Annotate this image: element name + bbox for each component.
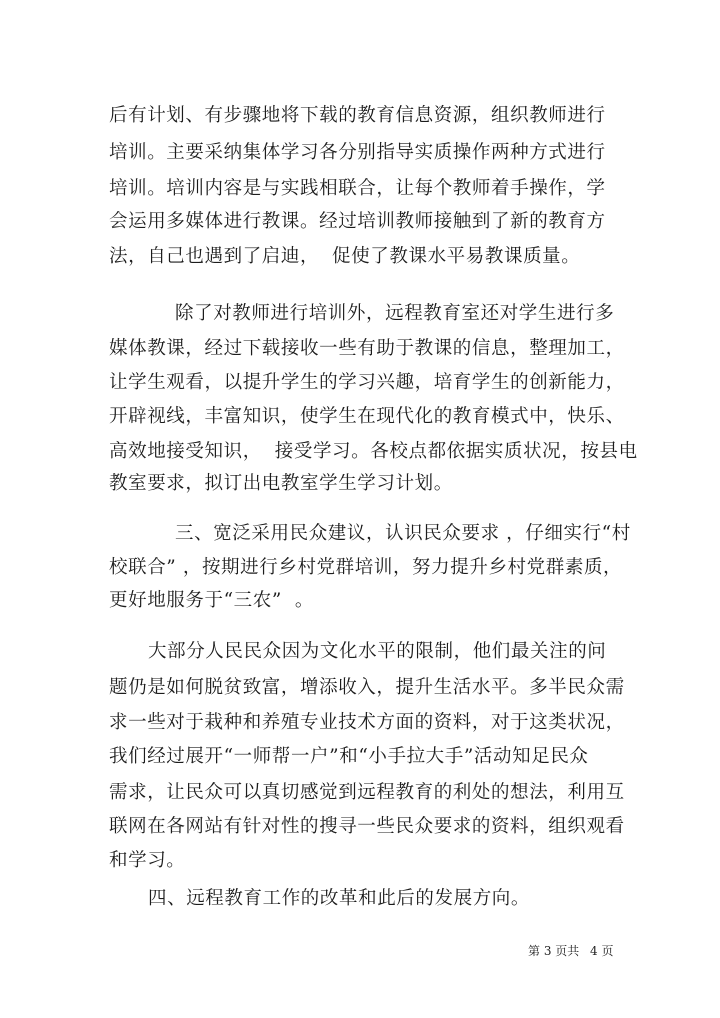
paragraph-4-line-5: 需求，让民众可以真切感觉到远程教育的利处的想法，利用互 bbox=[109, 782, 625, 803]
paragraph-1-line-2: 培训。主要采纳集体学习各分别指导实质操作两种方式进行 bbox=[109, 142, 606, 163]
paragraph-4-line-1: 大部分人民民众因为文化水平的限制，他们最关注的问 bbox=[148, 641, 607, 662]
paragraph-3-line-2: 校联合” ，按期进行乡村党群培训，努力提升乡村党群素质， bbox=[109, 557, 623, 578]
paragraph-5-line-1: 四、远程教育工作的改革和此后的发展方向。 bbox=[148, 888, 531, 909]
page-number-current: 第 3 页共 bbox=[528, 944, 580, 958]
paragraph-3-line-1: 三、宽泛采用民众建议，认识民众要求 ，仔细实行“村 bbox=[175, 523, 631, 544]
paragraph-2-line-5: 高效地接受知识， 接受学习。各校点都依据实质状况，按县电 bbox=[109, 441, 638, 462]
paragraph-2-line-3: 让学生观看，以提升学生的学习兴趣，培育学生的创新能力， bbox=[109, 372, 625, 393]
paragraph-4-line-3: 求一些对于栽种和养殖专业技术方面的资料，对于这类状况， bbox=[109, 712, 625, 733]
paragraph-3-line-3: 更好地服务于“三农” 。 bbox=[109, 590, 314, 611]
paragraph-4-line-7: 和学习。 bbox=[109, 850, 186, 871]
paragraph-1-line-5: 法，自己也遇到了启迪， 促使了教课水平易教课质量。 bbox=[109, 246, 581, 267]
paragraph-1-line-4: 会运用多媒体进行教课。经过培训教师接触到了新的教育方 bbox=[109, 211, 606, 232]
paragraph-2-line-4: 开辟视线，丰富知识，使学生在现代化的教育模式中，快乐、 bbox=[109, 406, 625, 427]
paragraph-1-line-3: 培训。培训内容是与实践相联合，让每个教师着手操作，学 bbox=[109, 178, 606, 199]
paragraph-4-line-4: 我们经过展开“一师帮一户”和“小手拉大手”活动知足民众 bbox=[109, 746, 589, 767]
paragraph-1-line-1: 后有计划、有步骤地将下载的教育信息资源，组织教师进行 bbox=[109, 105, 606, 126]
paragraph-4-line-6: 联网在各网站有针对性的搜寻一些民众要求的资料，组织观看 bbox=[109, 816, 625, 837]
paragraph-2-line-1: 除了对教师进行培训外，远程教育室还对学生进行多 bbox=[175, 303, 615, 324]
paragraph-4-line-2: 题仍是如何脱贫致富，增添收入，提升生活水平。多半民众需 bbox=[109, 677, 625, 698]
paragraph-2-line-2: 媒体教课，经过下载接收一些有助于教课的信息，整理加工， bbox=[109, 338, 625, 359]
page-number-total: 4 页 bbox=[590, 944, 614, 958]
paragraph-2-line-6: 教室要求，拟订出电教室学生学习计划。 bbox=[109, 473, 453, 494]
